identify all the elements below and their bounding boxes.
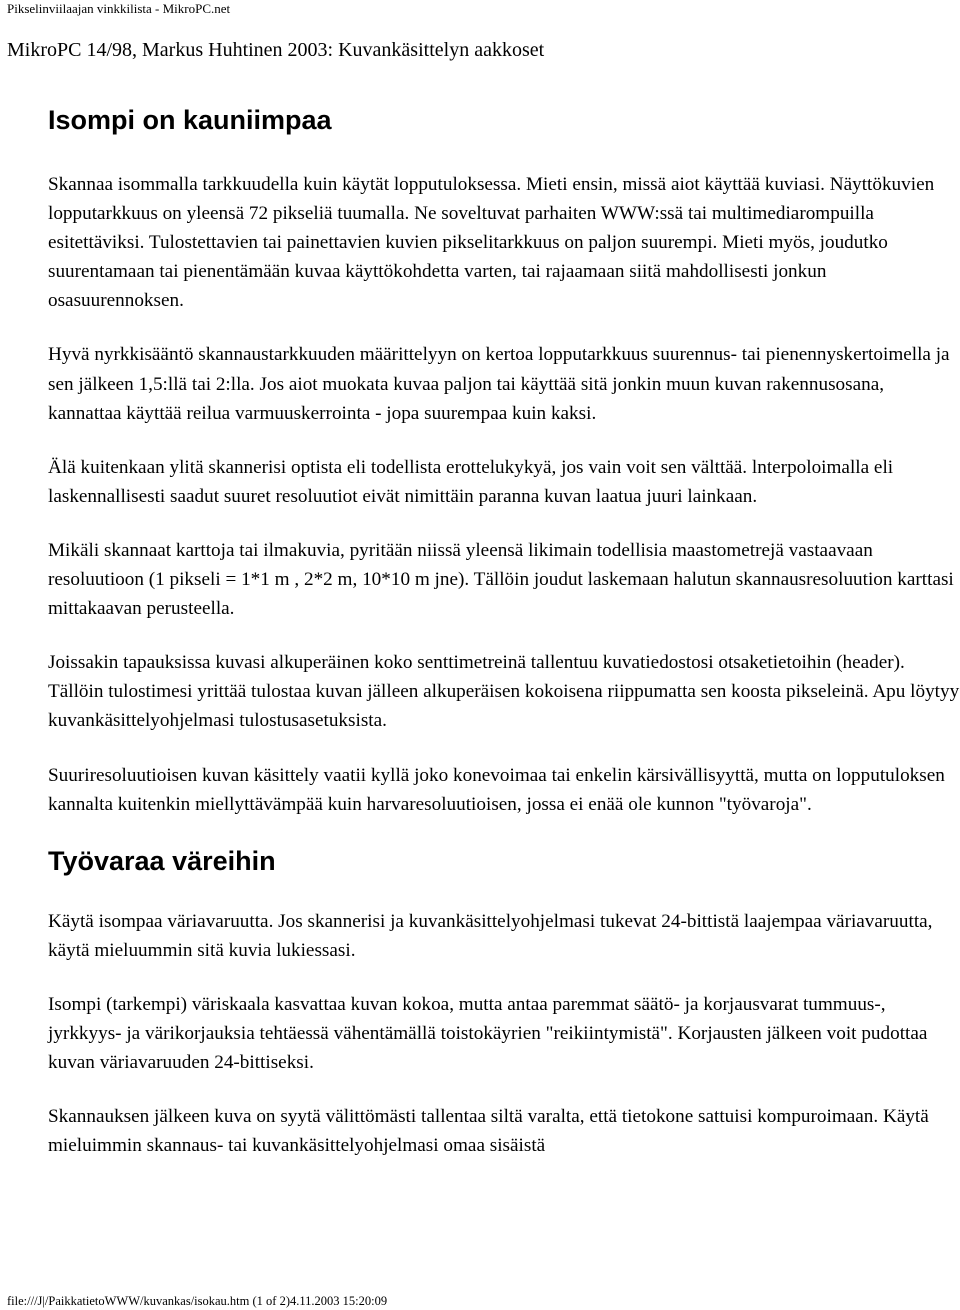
section-heading-tyovaraa: Työvaraa väreihin [48,845,276,876]
paragraph: Hyvä nyrkkisääntö skannaustarkkuuden määrittelyyn on kertoa lopputarkkuus suurennus- tai pienennyskertoimella ja sen jälkeen 1,5:llä tai 2:lla. Jos aiot muokata kuvaa paljon tai käyttää sitä jonkin muun kuvan rakennusosana, kannattaa käyttää reilua varmuuskerrointa - jopa suurempaa kuin kaksi. [48,344,950,424]
paragraph: Skannauksen jälkeen kuva on syytä välittömästi tallentaa siltä varalta, että tietokone sattuisi kompuroimaan. Käytä mieluimmin skannaus- tai kuvankäsittelyohjelmasi omaa sisäistä [48,1106,929,1157]
paragraph: Suuriresoluutioisen kuvan käsittely vaatii kyllä joko konevoimaa tai enkelin kärsivällisyyttä, mutta on lopputuloksen kannalta kuitenkin miellyttävämpää kuin harvaresoluutioisen, jossa ei enää ole kunnon "työvaroja". [48,764,945,815]
print-header: Pikselinviilaajan vinkkilista - MikroPC.net [7,1,231,16]
paragraph: Joissakin tapauksissa kuvasi alkuperäinen koko senttimetreinä tallentuu kuvatiedostosi otsaketietoihin (header). Tällöin tulostimesi yrittää tulostaa kuvan jälleen alkuperäisen kokoisena riippumatta sen koosta pikseleinä. Apu löytyy kuvankäsittelyohjelmasi tulostusasetuksista. [48,652,960,732]
paragraph: Isompi (tarkempi) väriskaala kasvattaa kuvan kokoa, mutta antaa paremmat säätö- ja korjausvarat tummuus-, jyrkkyys- ja värikorjauksia tehtäessä vähentämällä toistokäyrien "reikiintymistä". Korjausten jälkeen voit pudottaa kuvan väriavaruuden 24-bittiseksi. [48,993,928,1074]
print-footer: file:///J|/PaikkatietoWWW/kuvankas/isokau.htm (1 of 2)4.11.2003 15:20:09 [7,1294,388,1308]
paragraph: Älä kuitenkaan ylitä skannerisi optista eli todellista erottelukykyä, jos vain voit sen välttää. lnterpoloimalla eli laskennallisesti saadut suuret resoluutiot eivät nimittäin paranna kuvan laatua juuri lainkaan. [48,456,894,507]
article-source: MikroPC 14/98, Markus Huhtinen 2003: Kuvankäsittelyn aakkoset [7,39,545,61]
paragraph: Skannaa isommalla tarkkuudella kuin käytät lopputuloksessa. Mieti ensin, missä aiot käyttää kuviasi. Näyttökuvien lopputarkkuus on yleensä 72 pikseliä tuumalla. Ne soveltuvat parhaiten WWW:ssä tai multimediarompuilla esitettäviksi. Tulostettavien tai painettavien kuvien pikselitarkkuus on paljon suurempi. Mieti myös, joudutko suurentamaan tai pienentämään kuvaa käyttökohdetta varten, tai rajaamaan siitä mahdollisesti jonkun osasuurennoksen. [48,174,935,312]
section-heading-isompi: Isompi on kauniimpaa [48,105,332,135]
article-body [48,103,960,1185]
paragraph: Käytä isompaa väriavaruutta. Jos skannerisi ja kuvankäsittelyohjelmasi tukevat 24-bittistä laajempaa väriavaruutta, käytä mieluummin sitä kuvia lukiessasi. [48,910,933,961]
paragraph: Mikäli skannaat karttoja tai ilmakuvia, pyritään niissä yleensä likimain todellisia maastometrejä vastaavaan resoluutioon (1 pikseli = 1*1 m , 2*2 m, 10*10 m jne). Tällöin joudut laskemaan halutun skannausresoluution karttasi mittakaavan perusteella. [48,539,954,620]
